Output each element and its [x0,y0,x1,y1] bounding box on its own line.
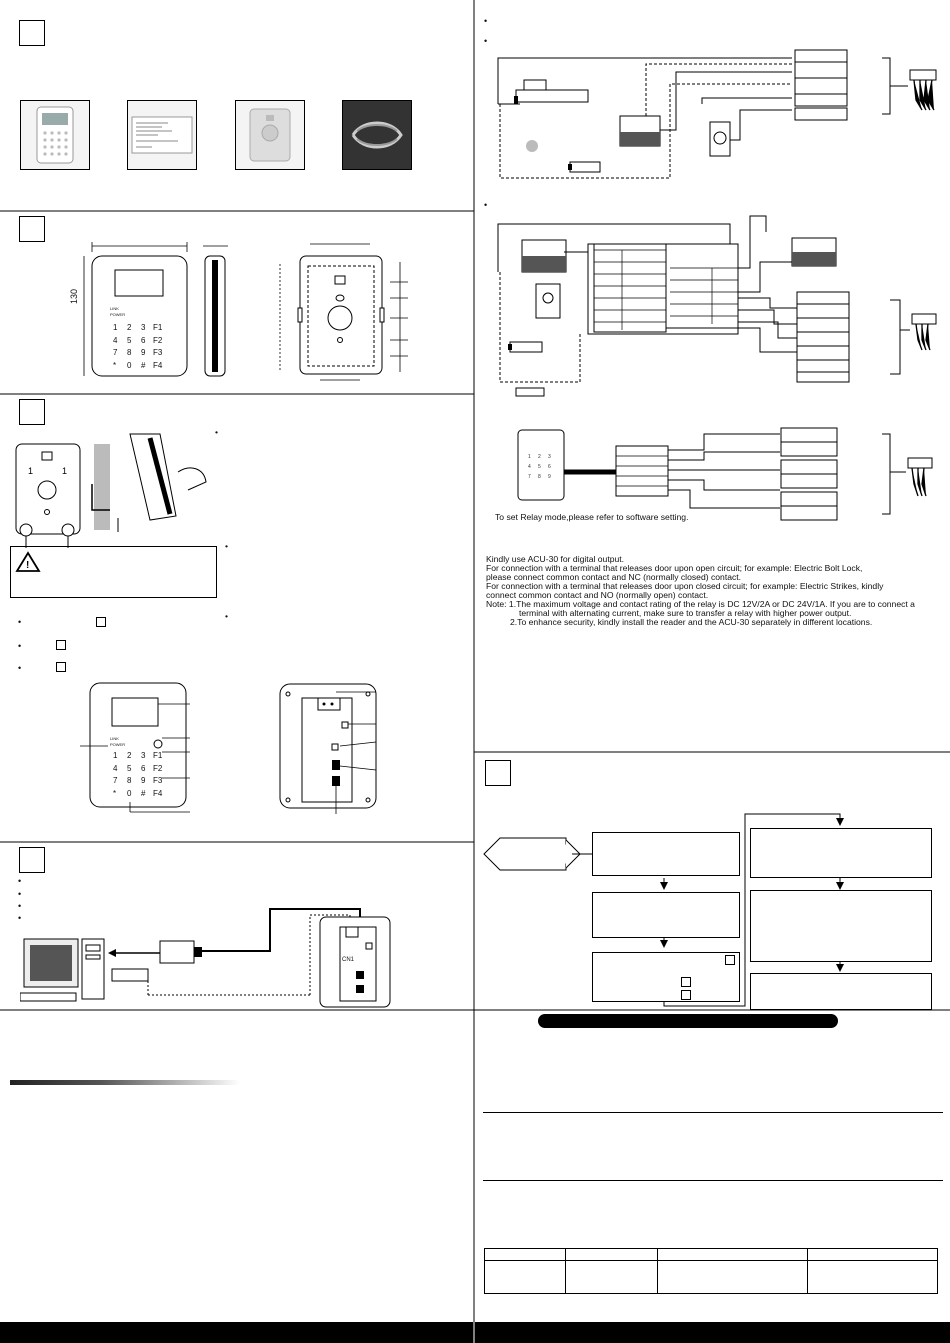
notes-line-8: 2.To enhance security, kindly install the reader and the ACU-30 separately in different locations. [510,617,873,627]
key-f1: F1 [153,751,163,760]
notes-line-5: connect common contact and NO (normally open) contact. [486,590,709,600]
key-1: 1 [113,323,118,332]
key-hash: # [141,360,146,370]
notes-line-6: Note: 1.The maximum voltage and contact rating of the relay is DC 12V/2A or DC 24V/1A. If you are to connect a [486,599,915,609]
section-number-box-1 [19,20,45,46]
key-7: 7 [113,348,118,357]
key-9: 9 [141,776,146,785]
warranty-table-header-line [485,1260,937,1261]
notes-line-7: terminal with alternating current, make sure to transfer a relay with higher power output. [519,608,852,618]
wiring-diagram-2 [490,212,950,402]
svg-text:1: 1 [28,466,34,476]
gradient-divider [10,1080,240,1085]
section-number-box-4 [19,847,45,873]
key-f3: F3 [153,348,163,357]
relay-mode-note: To set Relay mode,please refer to software setting. [495,512,689,522]
svg-text:6: 6 [548,464,551,470]
product-photo-reader [20,100,90,170]
section-number-box-2 [19,216,45,242]
svg-text:4: 4 [528,464,531,470]
bullet-dot: • [18,663,22,673]
key-5: 5 [127,763,132,773]
key-f1: F1 [153,323,163,332]
key-hash: # [141,788,146,798]
key-7: 7 [113,776,118,785]
svg-text:8: 8 [538,474,541,480]
bullet-dot: • [18,901,22,911]
notes-line-1: Kindly use ACU-30 for digital output. [486,554,625,564]
key-0: 0 [127,360,132,370]
flow-box-1 [592,832,740,876]
key-f2: F2 [153,335,163,345]
key-star: * [113,360,117,370]
key-4: 4 [113,763,118,773]
checkbox-indicator [56,640,66,650]
svg-text:1: 1 [62,466,68,476]
connector-label: CN1 [342,957,355,963]
section-number-box-3 [19,399,45,425]
warranty-table-column-line [657,1249,658,1293]
section-number-box-flow [485,760,511,786]
warranty-title-bar [538,1014,838,1028]
product-photo-manual [127,100,197,170]
power-status-label: POWER [110,312,126,317]
bullet-dot: • [225,541,229,551]
key-3: 3 [141,751,146,760]
svg-text:!: ! [26,560,30,571]
front-panel-status-labels [110,736,125,748]
warranty-table-column-line [565,1249,566,1293]
key-4: 4 [113,335,118,345]
divider-line [483,1112,943,1113]
key-8: 8 [127,776,132,785]
keypad-grid-callout [113,750,173,800]
power-status-label: POWER [110,742,126,747]
svg-text:1: 1 [528,454,531,460]
warning-icon [15,551,41,573]
link-status-label: LINK [110,736,119,741]
svg-text:5: 5 [538,464,541,470]
flow-box-6 [750,973,932,1010]
notes-line-3: please connect common contact and NC (normally closed) contact. [486,572,742,582]
flow-box-3 [592,952,740,1002]
key-2: 2 [127,323,132,332]
installation-drawing [10,424,230,554]
notes-line-4: For connection with a terminal that releases door upon closed circuit; for example: Electric Strikes, kindly [486,581,884,591]
bullet-dot: • [484,36,488,46]
svg-text:7: 7 [528,474,531,480]
warranty-table [484,1248,938,1294]
wiring-diagram-1 [490,44,950,189]
key-6: 6 [141,763,146,773]
warning-box [10,546,217,598]
notes-line-2: For connection with a terminal that releases door upon open circuit; for example: Electric Bolt Lock, [486,563,863,573]
checkbox-indicator [96,617,106,627]
key-star: * [113,788,117,798]
warranty-table-column-line [807,1249,808,1293]
key-0: 0 [127,788,132,798]
key-f3: F3 [153,776,163,785]
key-f4: F4 [153,360,163,370]
flow-box-5 [750,890,932,962]
svg-text:9: 9 [548,474,551,480]
bullet-dot: • [225,611,229,621]
checkbox-indicator [725,955,735,965]
link-status-label: LINK [110,306,119,311]
bullet-dot: • [18,913,22,923]
flow-box-2 [592,892,740,938]
key-8: 8 [127,348,132,357]
checkbox-indicator [681,977,691,987]
checkbox-indicator [56,662,66,672]
svg-text:3: 3 [548,454,551,460]
bullet-dot: • [18,889,22,899]
checkbox-indicator [681,990,691,1000]
rear-board-callout [276,680,386,815]
divider-line [483,1180,943,1181]
key-6: 6 [141,335,146,345]
bullet-dot: • [18,617,22,627]
height-dimension-label: 130 [69,288,79,304]
bullet-dot: • [18,876,22,886]
key-2: 2 [127,751,132,760]
key-3: 3 [141,323,146,332]
wiring-diagram-3 [490,420,950,525]
product-photo-back-plate [235,100,305,170]
flow-box-4 [750,828,932,878]
key-9: 9 [141,348,146,357]
bullet-dot: • [215,427,219,437]
svg-text:2: 2 [538,454,541,460]
key-1: 1 [113,751,118,760]
keypad-grid-top [113,322,165,372]
bullet-dot: • [484,16,488,26]
bullet-dot: • [18,641,22,651]
key-f2: F2 [153,763,163,773]
key-5: 5 [127,335,132,345]
product-photo-cable [342,100,412,170]
key-f4: F4 [153,788,163,798]
bullet-dot: • [484,200,488,210]
